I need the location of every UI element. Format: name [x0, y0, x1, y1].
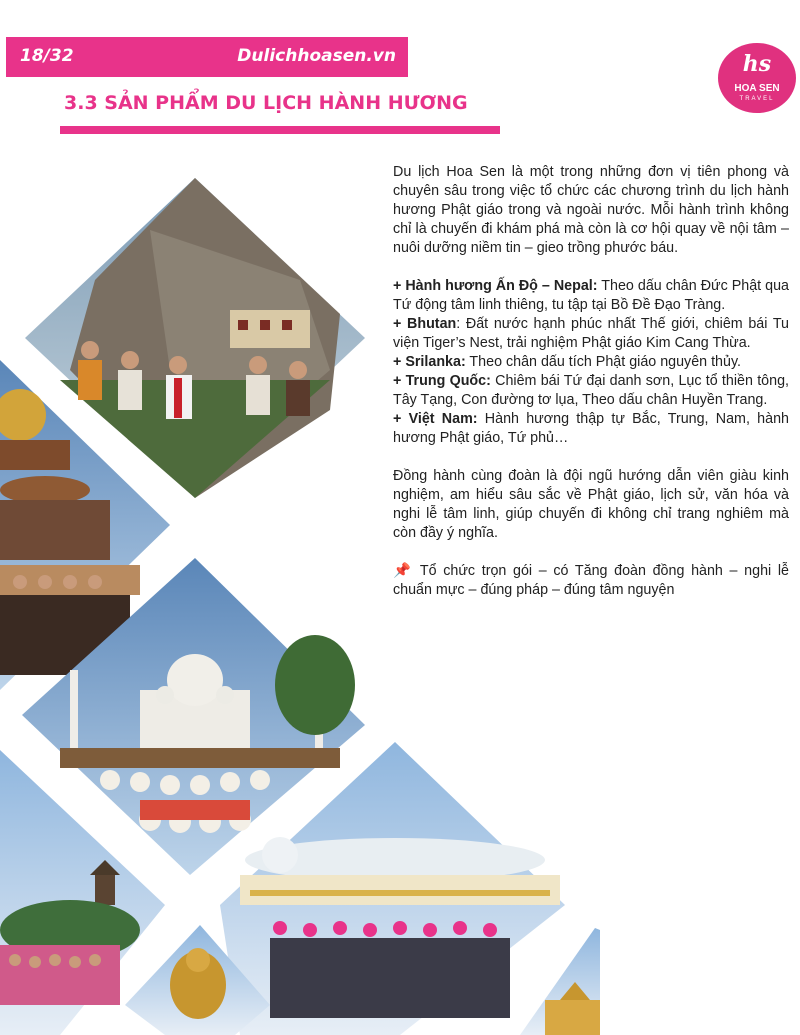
section-title-block [60, 90, 500, 134]
guides-paragraph: Đồng hành cùng đoàn là đội ngũ hướng dẫn viên giàu kinh nghiệm, am hiểu sâu sắc về Phật giáo, lịch sử, văn hóa và nghi lễ tâm linh, giúp chuyến đi không chỉ trang nghiêm mà còn đầy ý nghĩa. [393, 468, 789, 541]
destination-china [393, 372, 789, 410]
destination-name: + Trung Quốc: [393, 373, 491, 389]
closing-line [393, 562, 789, 600]
logo-name: HOA SEN [734, 83, 780, 94]
photo-golden-pagoda [520, 928, 600, 1035]
pushpin-icon: 📌 [393, 563, 414, 579]
watermark: Du Lịch Hoa Sen [665, 1004, 786, 1020]
destination-desc: : Đất nước hạnh phúc nhất Thế giới, chiêm bái Tu viện Tiger’s Nest, trải nghiệm Phật giáo Kim Cang Thừa. [393, 316, 790, 351]
article-body [393, 163, 789, 600]
destination-name: + Srilanka: [393, 354, 466, 370]
destination-desc: Hành hương thập tự Bắc, Trung, Nam, hành hương Phật giáo, Tứ phủ… [393, 411, 789, 446]
section-title: 3.3 SẢN PHẨM DU LỊCH HÀNH HƯƠNG [64, 92, 468, 114]
destination-desc: Theo dấu chân Đức Phật qua Tứ động tâm linh thiêng, tu tập tại Bồ Đề Đạo Tràng. [393, 278, 790, 313]
intro-paragraph: Du lịch Hoa Sen là một trong những đơn vị tiên phong và chuyên sâu trong việc tổ chức các chương trình du lịch hành hương Phật giáo trong và ngoài nước. Mỗi hành trình không chỉ là chuyến đi khám phá mà còn là cơ hội quay về nội tâm – nuôi dưỡng niềm tin – gieo trồng phước báu. [393, 164, 789, 256]
logo-subtitle: TRAVEL [739, 96, 775, 102]
destination-vietnam [393, 410, 789, 448]
destination-srilanka [393, 353, 789, 372]
destination-name: + Bhutan [393, 316, 457, 332]
closing-text: Tổ chức trọn gói – có Tăng đoàn đồng hành – nghi lễ chuẩn mực – đúng pháp – đúng tâm nguyện [393, 563, 789, 598]
site-name[interactable]: Dulichhoasen.vn [237, 46, 396, 66]
destination-name: + Hành hương Ấn Độ – Nepal: [393, 278, 598, 294]
destination-name: + Việt Nam: [393, 411, 478, 427]
destination-bhutan [393, 315, 789, 353]
page-number: 18/32 [20, 46, 74, 66]
destination-desc: Theo chân dấu tích Phật giáo nguyên thủy. [465, 354, 742, 370]
logo-mark: hs [742, 51, 772, 77]
destination-desc: Chiêm bái Tứ đại danh sơn, Lục tổ thiền tông, Tây Tạng, Con đường tơ lụa, Theo dấu chân Huyền Trang. [393, 373, 789, 408]
destination-india-nepal [393, 277, 789, 315]
hoa-sen-logo [718, 43, 796, 113]
header-bar [6, 37, 408, 77]
